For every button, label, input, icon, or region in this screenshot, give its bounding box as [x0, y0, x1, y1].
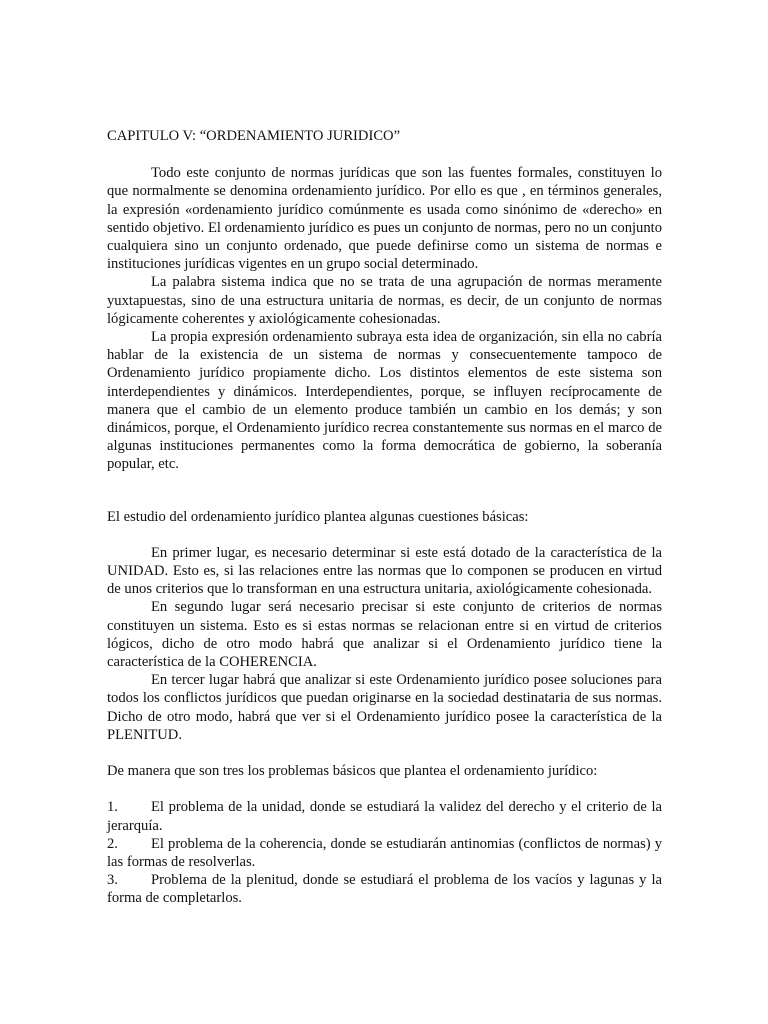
list-item [107, 871, 662, 907]
questions-section [107, 544, 662, 744]
intro-section [107, 164, 662, 473]
list-item-text: Problema de la plenitud, donde se estudiará el problema de los vacíos y lagunas y la forma de completarlos. [107, 872, 662, 907]
question-paragraph-plenitud: En tercer lugar habrá que analizar si este Ordenamiento jurídico posee soluciones para todos los conflictos jurídicos que puedan originarse en la sociedad destinataria de sus normas. Dicho de otro modo, habrá que ver si el Ordenamiento jurídico posee la característica de la PLENITUD. [107, 672, 662, 743]
study-intro: El estudio del ordenamiento jurídico plantea algunas cuestiones básicas: [107, 508, 529, 525]
list-item [107, 798, 662, 834]
list-item-text: El problema de la coherencia, donde se estudiarán antinomias (conflictos de normas) y las formas de resolverlas. [107, 835, 662, 870]
list-item [107, 835, 662, 871]
intro-paragraph-2: La palabra sistema indica que no se trata de una agrupación de normas meramente yuxtapuestas, sino de una estructura unitaria de normas, es decir, de un conjunto de normas lógicamente coherentes y axiológicamente cohesionadas. [107, 274, 662, 327]
intro-paragraph-3: La propia expresión ordenamiento subraya esta idea de organización, sin ella no cabría hablar de la existencia de un sistema de normas y consecuentemente tampoco de Ordenamiento jurídico propiamente dicho. Los distintos elementos de este sistema son interdependientes y dinámicos. Interdependientes, porque, se influyen recíprocamente de manera que el cambio de un elemento produce también un cambio en los demás; y son dinámicos, porque, el Ordenamiento jurídico recrea constantemente sus normas en el marco de algunas instituciones permanentes como la forma democrática de gobierno, la soberanía popular, etc. [107, 329, 662, 473]
problems-intro: De manera que son tres los problemas básicos que plantea el ordenamiento jurídico: [107, 763, 598, 780]
question-paragraph-coherencia: En segundo lugar será necesario precisar si este conjunto de criterios de normas constituyen un sistema. Esto es si estas normas se relacionan entre si en virtud de criterios lógicos, dicho de otro modo habrá que analizar si el Ordenamiento jurídico tiene la característica de la COHERENCIA. [107, 599, 662, 671]
question-paragraph-unidad: En primer lugar, es necesario determinar si este está dotado de la característica de la UNIDAD. Esto es, si las relaciones entre las normas que lo componen se producen en virtud de unos criterios que lo transforman en una estructura unitaria, axiológicamente cohesionada. [107, 544, 662, 598]
list-item-number: 1. [107, 799, 118, 816]
list-item-number: 3. [107, 872, 118, 889]
list-item-number: 2. [107, 835, 118, 852]
intro-paragraph-1: Todo este conjunto de normas jurídicas que son las fuentes formales, constituyen lo que normalmente se denomina ordenamiento jurídico. Por ello es que , en términos generales, la expresión «ordenamiento jurídico comúnmente es usada como sinónimo de «derecho» en sentido objetivo. El ordenamiento jurídico es pues un conjunto de normas, pero no un conjunto cualquiera sino un conjunto ordenado, que puede definirse como un sistema de normas e instituciones jurídicas vigentes en un grupo social determinado. [107, 165, 662, 273]
list-item-text: El problema de la unidad, donde se estudiará la validez del derecho y el criterio de la jerarquía. [107, 799, 662, 834]
chapter-title: CAPITULO V: “ORDENAMIENTO JURIDICO” [107, 128, 401, 144]
problems-list [107, 798, 662, 907]
